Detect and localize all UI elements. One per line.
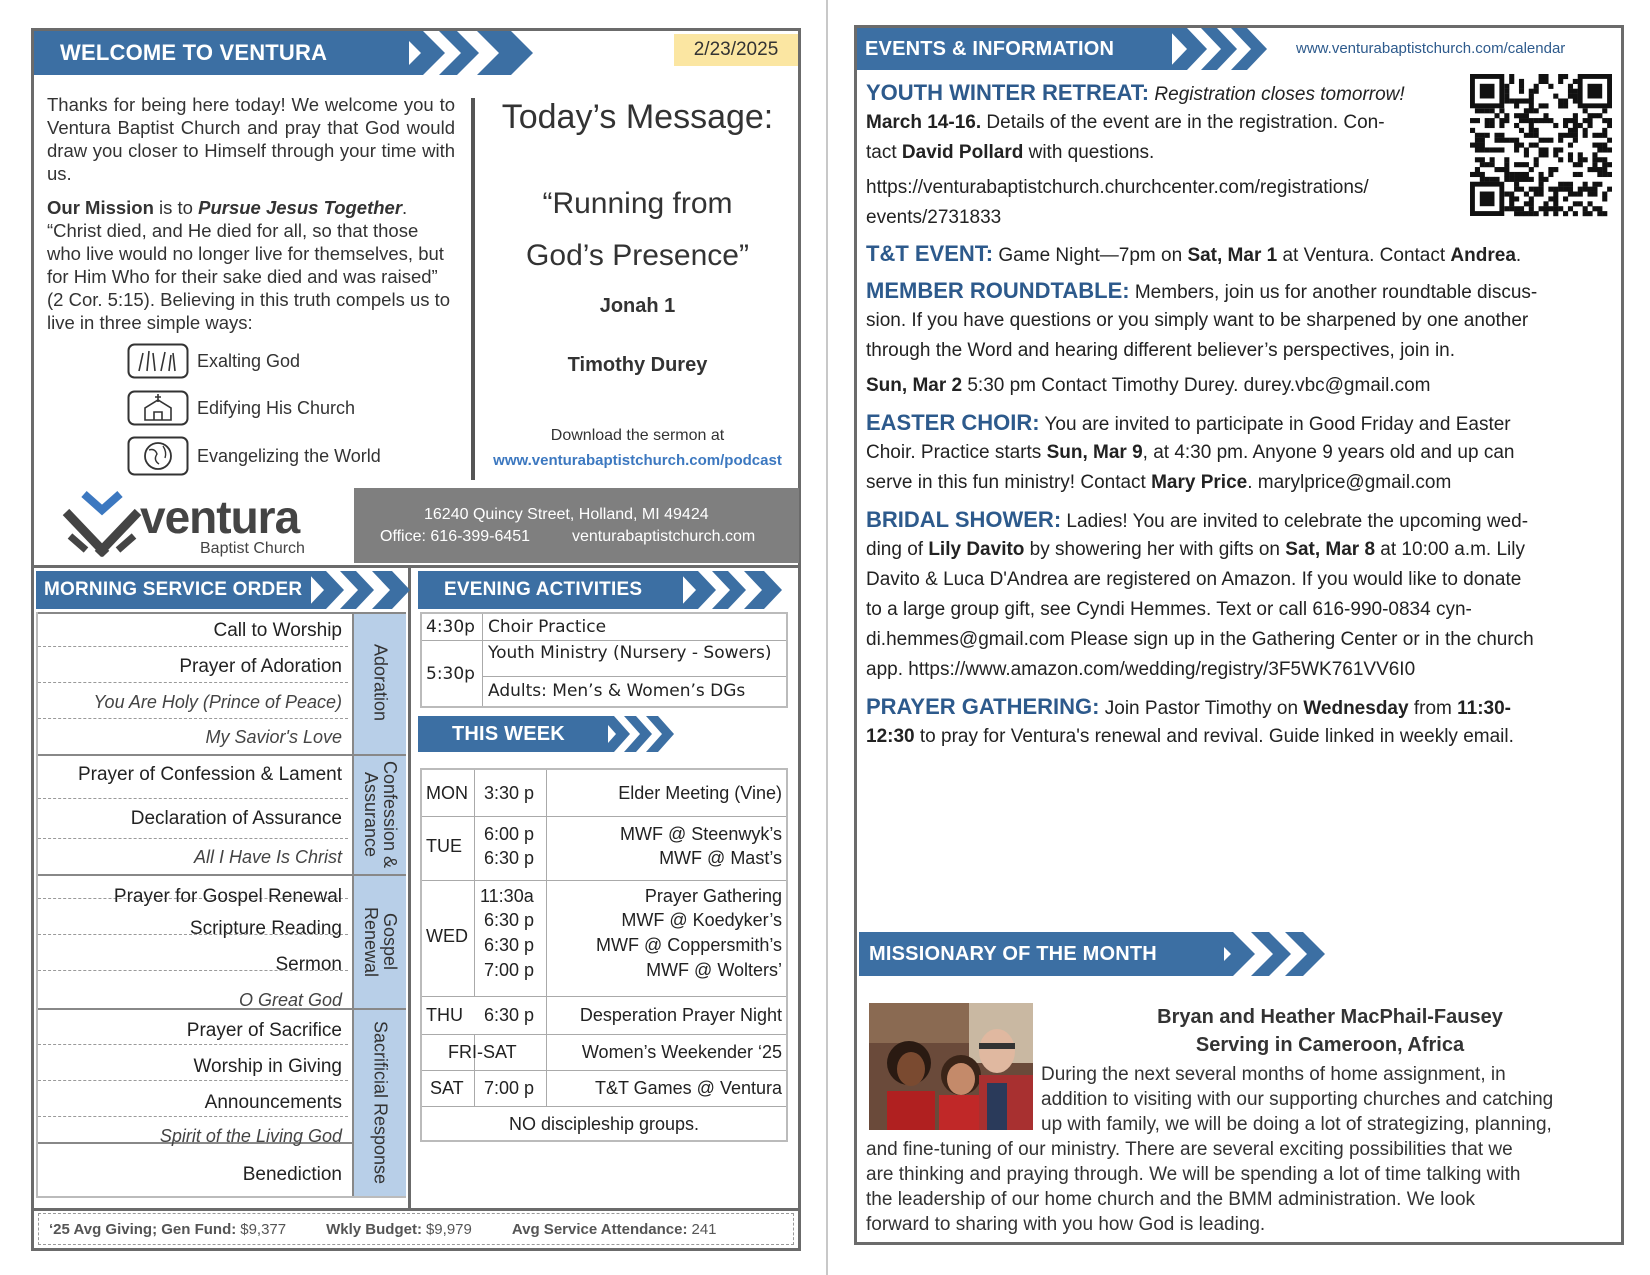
welcome-banner-title: WELCOME TO VENTURA: [34, 31, 409, 75]
event-line: Davito & Luca D'Andrea are registered on Amazon. If you would like to donate: [866, 569, 1522, 590]
tw-time: 6:30 p: [484, 910, 535, 930]
tw-time: 6:30 p: [484, 935, 535, 955]
praise-hands-icon: [127, 343, 189, 379]
event-line: [866, 138, 1616, 173]
mr-heading: MEMBER ROUNDTABLE:: [866, 278, 1130, 303]
ec-contact: Mary Price: [1151, 472, 1248, 493]
mission-label: Our Mission: [47, 197, 154, 218]
service-item: Prayer of Sacrifice: [186, 1020, 342, 1041]
events-banner-title: EVENTS & INFORMATION: [857, 28, 1172, 70]
service-item: Announcements: [204, 1092, 342, 1113]
tt-contact: Andrea: [1450, 245, 1516, 266]
way-item: [127, 390, 355, 426]
mr-text: Members, join us for another roundtable discus-: [1129, 282, 1538, 303]
ec-text: You are invited to participate in Good Friday and Easter: [1039, 414, 1511, 435]
tt-date: Sat, Mar 1: [1187, 245, 1278, 266]
tt-heading: T&T EVENT:: [866, 241, 994, 266]
group-divider: [38, 874, 406, 876]
divider: [31, 1208, 801, 1211]
events-banner: [857, 28, 1277, 70]
tw-col-divider: [474, 770, 475, 996]
mission-rest: . “Christ died, and He died for all, so that those who live would no longer live for themselves, but for Him Who for their sake died and was raised” (2 Cor. 5:15). Believing in this truth compels us to live in three simple ways:: [47, 197, 451, 333]
bs-text: ding of: [866, 539, 929, 560]
tw-col-divider: [546, 996, 547, 1106]
tw-event: Desperation Prayer Night: [579, 1005, 782, 1025]
thisweek-table: [420, 768, 788, 1142]
message-speaker: Timothy Durey: [567, 354, 708, 376]
tw-row-divider: [422, 880, 786, 881]
way-label: Edifying His Church: [197, 397, 356, 418]
bs-name: Lily Davito: [928, 539, 1025, 560]
missionary-line: addition to visiting with our supporting churches and catching: [1041, 1089, 1554, 1110]
stats-bar: [38, 1213, 794, 1245]
message-passage: Jonah 1: [599, 295, 676, 317]
way-item: [127, 343, 300, 379]
tw-col-divider: [546, 770, 547, 996]
missionary-banner-title: MISSIONARY OF THE MONTH: [859, 932, 1224, 976]
bridal-shower: [866, 505, 1616, 535]
service-item: Benediction: [242, 1164, 342, 1185]
row-divider: [38, 1044, 348, 1045]
row-divider: [38, 798, 348, 799]
pg-time: 11:30-: [1457, 698, 1511, 719]
bs-text: at 10:00 a.m. Lily: [1375, 539, 1525, 560]
tw-event: MWF @ Coppersmith’s: [596, 935, 782, 955]
event-line: to a large group gift, see Cyndi Hemmes. Text or call 616-990-0834 cyn-: [866, 599, 1472, 620]
missionary-line: forward to sharing with you how God is leading.: [866, 1214, 1266, 1235]
service-order-table: [36, 612, 406, 1198]
attendance-label: Avg Service Attendance:: [511, 1220, 688, 1238]
missionary-body: [866, 1062, 1618, 1237]
service-song: All I Have Is Christ: [193, 847, 342, 867]
pg-heading: PRAYER GATHERING:: [866, 694, 1100, 719]
tw-day: WED: [426, 926, 468, 946]
service-item: Prayer of Adoration: [179, 656, 342, 677]
service-item: Prayer for Gospel Renewal: [113, 886, 342, 907]
budget-value: $9,979: [425, 1220, 472, 1238]
tw-time: 6:30 p: [484, 848, 535, 868]
service-item: Declaration of Assurance: [130, 808, 342, 829]
ec-date: Sun, Mar 9: [1046, 442, 1143, 463]
tt-text: .: [1515, 245, 1522, 266]
tw-time: 11:30a: [480, 886, 534, 906]
tw-day: THU: [426, 1005, 463, 1025]
globe-icon: [127, 436, 189, 476]
tw-event: MWF @ Steenwyk’s: [620, 824, 782, 844]
message-title-line2: God’s Presence”: [526, 239, 749, 272]
event-line: [866, 371, 1616, 408]
service-item: Worship in Giving: [193, 1056, 342, 1077]
welcome-banner: [34, 31, 544, 75]
bs-heading: BRIDAL SHOWER:: [866, 507, 1062, 532]
bs-text: by showering her with gifts on: [1024, 539, 1286, 560]
contact-address: 16240 Quincy Street, Holland, MI 49424: [424, 506, 709, 523]
event-line: [866, 722, 1616, 752]
row-divider: [38, 838, 348, 839]
service-banner: [36, 571, 406, 609]
evening-time: 5:30p: [426, 664, 475, 684]
tw-row-divider: [422, 1034, 786, 1035]
ventura-logo: [60, 488, 325, 563]
way-label: Evangelizing the World: [197, 445, 381, 466]
contact-website[interactable]: venturabaptistchurch.com: [572, 528, 756, 545]
service-song: O Great God: [238, 990, 342, 1010]
tw-time: 6:00 p: [484, 824, 535, 844]
giving-label: ‘25 Avg Giving; Gen Fund:: [49, 1220, 237, 1238]
tw-time: 7:00 p: [484, 960, 535, 980]
mission-statement: [47, 196, 455, 334]
budget-label: Wkly Budget:: [326, 1220, 422, 1238]
service-item: Prayer of Confession & Lament: [77, 764, 342, 785]
pg-text: Join Pastor Timothy on: [1099, 698, 1304, 719]
contact-office: Office: 616-399-6451: [380, 528, 531, 545]
tw-day: MON: [426, 783, 468, 803]
divider: [408, 565, 411, 1210]
pg-day: Wednesday: [1303, 698, 1409, 719]
youth-retreat: [866, 78, 1616, 108]
mission-emphasis: Pursue Jesus Together: [198, 197, 403, 218]
podcast-link[interactable]: www.venturabaptistchurch.com/podcast: [493, 452, 782, 469]
way-label: Exalting God: [197, 350, 301, 371]
tw-event: T&T Games @ Ventura: [594, 1078, 782, 1098]
youth-contact: David Pollard: [901, 142, 1024, 163]
ec-text: , at 4:30 pm. Anyone 9 years old and up can: [1142, 442, 1515, 463]
message-title-line1: “Running from: [542, 187, 733, 220]
pg-time: 12:30: [866, 726, 915, 747]
missionary-location: Serving in Cameroon, Africa: [1195, 1034, 1465, 1056]
way-item: [127, 436, 381, 476]
row-divider: [38, 646, 348, 647]
missionary-line: are thinking and praying through. We will be spending a lot of time talking with: [866, 1164, 1521, 1185]
chevrons-icon: [399, 31, 559, 75]
event-line: [866, 108, 1616, 138]
giving-value: $9,377: [240, 1220, 287, 1238]
event-line: [866, 468, 1616, 505]
ec-heading: EASTER CHOIR:: [866, 410, 1040, 435]
tw-time: 7:00 p: [484, 1078, 535, 1098]
tw-event: MWF @ Wolters’: [646, 960, 782, 980]
mission-mid: is to: [153, 197, 199, 218]
missionary-line: the leadership of our home church and the BMM administration. We look: [866, 1189, 1476, 1210]
service-song: Spirit of the Living God: [159, 1126, 342, 1146]
service-item: Call to Worship: [213, 620, 342, 641]
group-label: Sacrificial Response: [370, 1021, 391, 1185]
evening-col-divider: [482, 614, 483, 706]
missionary-names: Bryan and Heather MacPhail-Fausey: [1157, 1006, 1503, 1028]
tw-day: TUE: [426, 836, 462, 856]
row-divider: [38, 1080, 348, 1081]
evening-activity: Adults: Men’s & Women’s DGs: [488, 681, 746, 701]
group-divider: [38, 754, 406, 756]
tw-row-divider: [422, 996, 786, 997]
event-line: sion. If you have questions or you simply want to be sharpened by one another: [866, 310, 1529, 331]
event-line: app. https://www.amazon.com/wedding/registry/3F5WK761VV6I0: [866, 659, 1416, 680]
row-divider: [38, 718, 348, 719]
group-label: Adoration: [370, 644, 391, 722]
bs-date: Sat, Mar 8: [1285, 539, 1376, 560]
evening-row-divider: [482, 676, 786, 677]
service-banner-title: MORNING SERVICE ORDER: [36, 571, 311, 609]
evening-activity: Choir Practice: [488, 617, 607, 637]
group-divider: [38, 1008, 406, 1010]
youth-dates: March 14-16.: [866, 112, 982, 133]
missionary-line: up with family, we will be doing a lot of strategizing, planning,: [1041, 1114, 1552, 1135]
tw-event: Prayer Gathering: [644, 886, 782, 906]
tw-event: MWF @ Koedyker’s: [621, 910, 782, 930]
tt-event: [866, 239, 1616, 276]
youth-text: tact: [866, 142, 902, 163]
mr-text: 5:30 pm Contact Timothy Durey. durey.vbc@gmail.com: [962, 375, 1431, 396]
evening-time: 4:30p: [426, 617, 475, 637]
tt-text: Game Night—7pm on: [993, 245, 1188, 266]
tw-time: 6:30 p: [484, 1005, 535, 1025]
service-song: You Are Holy (Prince of Peace): [93, 692, 342, 712]
events-list: [866, 78, 1616, 752]
group-divider: [38, 612, 406, 614]
tw-row-divider: [422, 816, 786, 817]
tw-row-divider: [422, 1106, 786, 1107]
youth-note: Registration closes tomorrow!: [1154, 84, 1405, 105]
service-date: 2/23/2025: [674, 34, 798, 66]
event-line: [866, 535, 1616, 565]
logo-sub: Baptist Church: [200, 540, 305, 557]
service-item: Scripture Reading: [189, 918, 342, 939]
tw-event: Elder Meeting (Vine): [618, 783, 782, 803]
group-label: Confession & Assurance: [361, 761, 400, 869]
attendance-value: 241: [691, 1220, 717, 1238]
pg-text: from: [1408, 698, 1458, 719]
calendar-link[interactable]: www.venturabaptistchurch.com/calendar: [1296, 40, 1566, 57]
ec-text: Choir. Practice starts: [866, 442, 1047, 463]
chevrons-icon: [1167, 28, 1277, 70]
tw-time: 3:30 p: [484, 783, 535, 803]
contact-block: [354, 488, 799, 563]
tw-day: FRI-SAT: [448, 1042, 517, 1062]
tw-footer: NO discipleship groups.: [508, 1114, 700, 1134]
tt-text: at Ventura. Contact: [1277, 245, 1451, 266]
welcome-intro: Thanks for being here today! We welcome you to Ventura Baptist Church and pray that God would draw you closer to Himself through your time with us.: [47, 94, 455, 184]
chevrons-icon: [306, 571, 416, 609]
evening-activity: Youth Ministry (Nursery - Sowers): [488, 643, 772, 663]
divider: [471, 98, 475, 480]
chevrons-icon: [1209, 932, 1329, 976]
row-divider: [38, 682, 348, 683]
evening-row-divider: [422, 640, 786, 641]
row-divider: [38, 1116, 348, 1117]
divider: [31, 565, 801, 568]
easter-choir: [866, 408, 1616, 438]
event-line: [866, 438, 1616, 468]
download-label: Download the sermon at: [550, 427, 725, 444]
event-line: through the Word and hearing different believer’s perspectives, join in.: [866, 340, 1456, 361]
chevrons-icon: [600, 716, 690, 752]
mr-date: Sun, Mar 2: [866, 375, 963, 396]
chevrons-icon: [678, 571, 788, 609]
tw-row-divider: [422, 1070, 786, 1071]
logo-name: ventura: [140, 491, 300, 543]
ec-text: serve in this fun ministry! Contact: [866, 472, 1152, 493]
evening-banner-title: EVENING ACTIVITIES: [418, 571, 683, 609]
missionary-line: During the next several months of home assignment, in: [1041, 1064, 1506, 1085]
youth-url[interactable]: events/2731833: [866, 207, 1002, 228]
tw-event: Women’s Weekender ‘25: [581, 1042, 782, 1062]
pg-text: to pray for Ventura's renewal and revival. Guide linked in weekly email.: [914, 726, 1514, 747]
fold-line: [826, 0, 828, 1275]
event-line: di.hemmes@gmail.com Please sign up in the Gathering Center or in the church: [866, 629, 1534, 650]
thisweek-banner-title: THIS WEEK: [418, 716, 608, 752]
missionary-banner: [859, 932, 1329, 976]
member-roundtable: [866, 276, 1616, 306]
prayer-gathering: [866, 692, 1616, 722]
youth-text: with questions.: [1023, 142, 1155, 163]
evening-banner: [418, 571, 788, 609]
tw-event: MWF @ Mast’s: [659, 848, 782, 868]
group-label: Gospel Renewal: [361, 906, 400, 978]
tw-day: SAT: [430, 1078, 464, 1098]
missionary-line: and fine-tuning of our ministry. There are several exciting possibilities that we: [866, 1139, 1513, 1160]
bs-text: Ladies! You are invited to celebrate the upcoming wed-: [1061, 511, 1529, 532]
service-song: My Savior's Love: [205, 727, 342, 747]
message-heading: Today’s Message:: [501, 98, 774, 136]
thisweek-banner: [418, 716, 678, 752]
logo-mark-icon: [60, 488, 144, 560]
evening-table: [420, 612, 788, 708]
youth-url[interactable]: https://venturabaptistchurch.churchcenter.com/registrations/: [866, 177, 1369, 198]
service-item: Sermon: [275, 954, 342, 975]
youth-text: Details of the event are in the registration. Con-: [981, 112, 1385, 133]
ec-text: . marylprice@gmail.com: [1247, 472, 1452, 493]
church-icon: [127, 390, 189, 426]
youth-heading: YOUTH WINTER RETREAT:: [866, 80, 1150, 105]
